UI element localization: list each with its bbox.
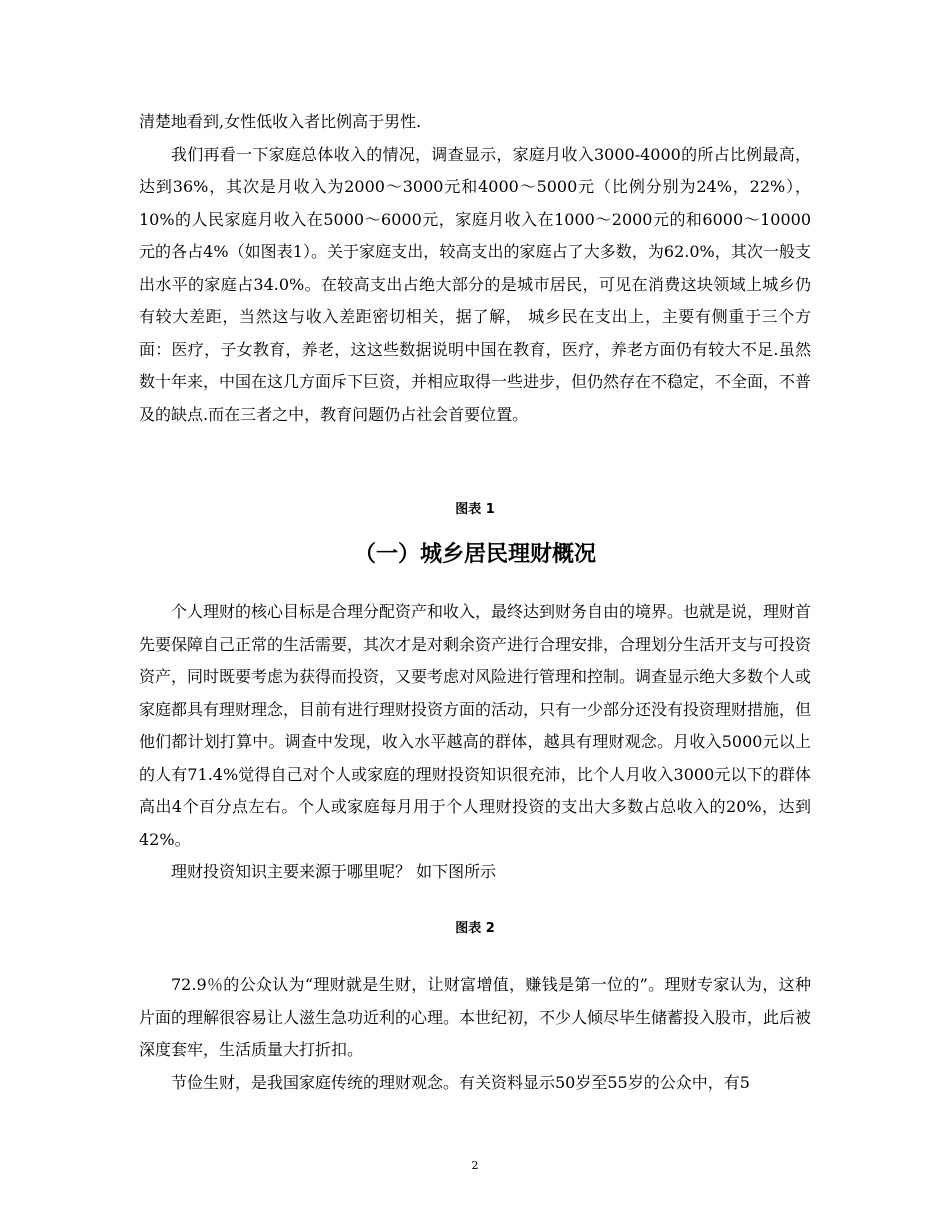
middle-text-block <box>139 596 811 889</box>
figure-1-caption: 图表 1 <box>455 502 495 517</box>
paragraph-public-view: 72.9％的公众认为“理财就是生财，让财富增值，赚钱是第一位的”。理财专家认为，这种片面的理解很容易让人滋生急功近利的心理。本世纪初，不少人倾尽毕生储蓄投入股市，此后被深度套牢，生活质量大打折扣。 <box>139 975 812 1059</box>
paragraph-knowledge-source: 理财投资知识主要来源于哪里呢？ 如下图所示 <box>171 862 497 881</box>
paragraph-personal-finance: 个人理财的核心目标是合理分配资产和收入，最终达到财务自由的境界。也就是说，理财首先要保障自己正常的生活需要，其次才是对剩余资产进行合理安排，合理划分生活开支与可投资资产，同时既要考虑为获得而投资，又要考虑对风险进行管理和控制。调查显示绝大多数个人或家庭都具有理财理念，目前有进行理财投资方面的活动，只有一少部分还没有投资理财措施，但他们都计划打算中。调查中发现，收入水平越高的群体，越具有理财观念。月收入5000元以上的人有71.4%觉得自己对个人或家庭的理财投资知识很充沛，比个人月收入3000元以下的群体高出4个百分点左右。个人或家庭每月用于个人理财投资的支出大多数占总收入的20%，达到42%。 <box>139 602 812 849</box>
paragraph-family-income: 我们再看一下家庭总体收入的情况，调查显示，家庭月收入3000-4000的所占比例最高，达到36%，其次是月收入为2000～3000元和4000～5000元（比例分别为24%，22%），10%的人民家庭月收入在5000～6000元，家庭月收入在1000～2000元的和6000～10000元的各占4%（如图表1）。关于家庭支出，较高支出的家庭占了大多数，为62.0%，其次一般支出水平的家庭占34.0%。在较高支出占绝大部分的是城市居民，可见在消费这块领域上城乡仍有较大差距，当然这与收入差距密切相关，据了解， 城乡民在支出上，主要有侧重于三个方面：医疗，子女教育，养老，这这些数据说明中国在教育，医疗，养老方面仍有较大不足.虽然数十年来，中国在这几方面斥下巨资，并相应取得一些进步，但仍然存在不稳定，不全面，不普及的缺点.而在三者之中，教育问题仍占社会首要位置。 <box>139 144 812 424</box>
section-heading: （一）城乡居民理财概况 <box>353 542 596 567</box>
paragraph-continuation: 清楚地看到,女性低收入者比例高于男性. <box>139 112 422 131</box>
page-number: 2 <box>471 1159 479 1172</box>
figure-2-caption: 图表 2 <box>455 921 495 936</box>
top-text-block <box>139 106 811 431</box>
paragraph-thrift: 节俭生财，是我国家庭传统的理财观念。有关资料显示50岁至55岁的公众中，有5 <box>171 1072 750 1092</box>
bottom-text-block <box>139 969 811 1099</box>
